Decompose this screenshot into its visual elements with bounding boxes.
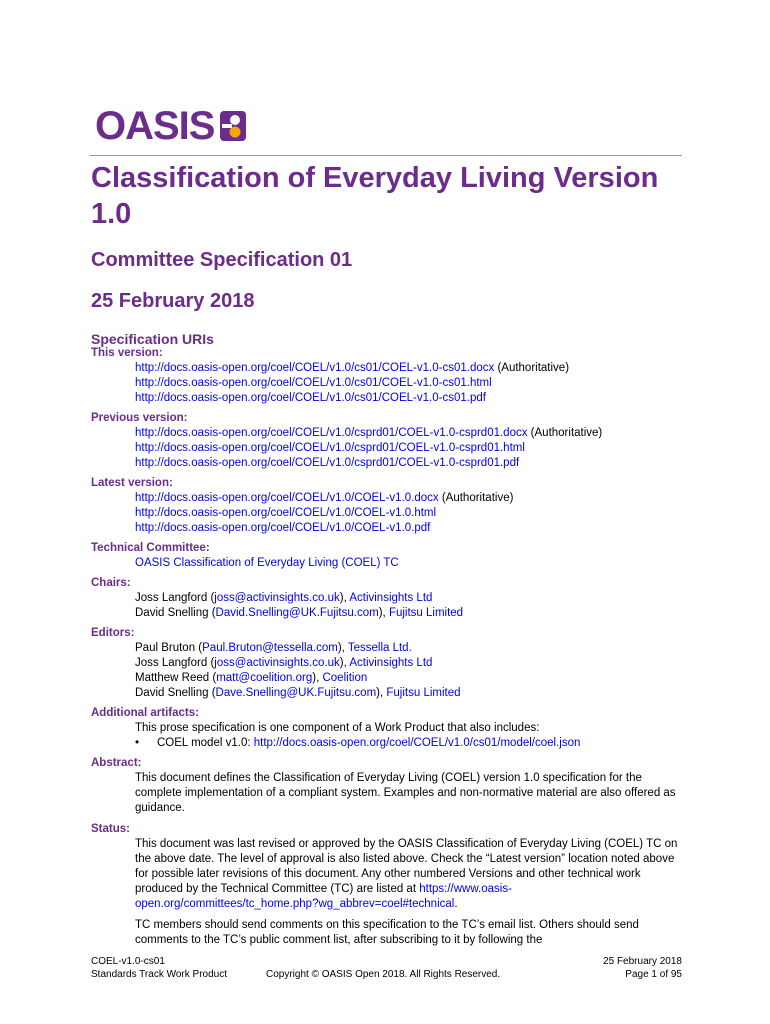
person-name: Matthew Reed — [135, 672, 210, 684]
person-line: David Snelling (David.Snelling@UK.Fujitsu.com), Fujitsu Limited — [135, 607, 464, 619]
person-line: David Snelling (Dave.Snelling@UK.Fujitsu.com), Fujitsu Limited — [135, 687, 461, 699]
previous-version-links — [91, 426, 686, 471]
spec-uris-heading: Specification URIs — [91, 331, 214, 347]
status-paragraph-1 — [91, 837, 686, 912]
uri-link[interactable]: http://docs.oasis-open.org/coel/COEL/v1.0/cs01/COEL-v1.0-cs01.html — [135, 377, 492, 389]
email-link[interactable]: joss@activinsights.co.uk — [214, 592, 340, 604]
org-link[interactable]: Activinsights Ltd — [349, 657, 433, 669]
uri-line — [135, 391, 686, 406]
org-link[interactable]: Activinsights Ltd — [349, 592, 433, 604]
title-rule — [90, 155, 682, 156]
editors-list — [91, 641, 686, 701]
previous-version-label: Previous version: — [91, 412, 188, 424]
document-date: 25 February 2018 — [91, 290, 255, 312]
person-name: Joss Langford — [135, 592, 208, 604]
email-link[interactable]: joss@activinsights.co.uk — [214, 657, 340, 669]
footer-copyright: Copyright © OASIS Open 2018. All Rights Reserved. — [266, 969, 501, 980]
chairs-list — [91, 591, 686, 621]
uri-line — [135, 506, 686, 521]
oasis-mark-icon — [220, 109, 252, 143]
uri-link[interactable]: http://docs.oasis-open.org/coel/COEL/v1.0/COEL-v1.0.docx — [135, 492, 439, 504]
status-paragraph-2: TC members should send comments on this specification to the TC’s email list. Others should send comments to the TC’s public comment list, after subscribing to it by following the — [135, 919, 639, 946]
editors-label: Editors: — [91, 627, 135, 639]
uri-line — [135, 521, 686, 536]
uri-line — [135, 456, 686, 471]
uri-note: (Authoritative) — [527, 427, 603, 439]
email-link[interactable]: Dave.Snelling@UK.Fujitsu.com — [215, 687, 377, 699]
oasis-logo — [95, 104, 252, 148]
person-name: Paul Bruton — [135, 642, 196, 654]
person-name: Joss Langford — [135, 657, 208, 669]
uri-line — [135, 491, 686, 506]
email-link[interactable]: David.Snelling@UK.Fujitsu.com — [215, 607, 379, 619]
footer-left — [91, 955, 227, 981]
artifact-prefix: COEL model v1.0: — [157, 737, 254, 749]
footer-date: 25 February 2018 — [603, 956, 682, 967]
footer-page: Page 1 of 95 — [625, 969, 682, 980]
org-link[interactable]: Fujitsu Limited — [386, 687, 461, 699]
uri-note: (Authoritative) — [438, 492, 514, 504]
uri-link[interactable]: http://docs.oasis-open.org/coel/COEL/v1.0/COEL-v1.0.pdf — [135, 522, 431, 534]
abstract-label: Abstract: — [91, 757, 142, 769]
uri-link[interactable]: http://docs.oasis-open.org/coel/COEL/v1.0/cs01/COEL-v1.0-cs01.pdf — [135, 392, 486, 404]
bullet-icon: • — [135, 737, 140, 749]
person-line: Paul Bruton (Paul.Bruton@tessella.com), Tessella Ltd. — [135, 642, 412, 654]
technical-committee-label: Technical Committee: — [91, 542, 210, 554]
uri-line — [135, 441, 686, 456]
additional-artifacts-label: Additional artifacts: — [91, 707, 199, 719]
uri-line — [135, 376, 686, 391]
person-name: David Snelling — [135, 607, 209, 619]
person-line: Joss Langford (joss@activinsights.co.uk), Activinsights Ltd — [135, 592, 433, 604]
logo-text: OASIS — [95, 104, 215, 148]
org-link[interactable]: Coelition — [322, 672, 368, 684]
status-text-end: . — [454, 898, 458, 910]
document-body — [91, 346, 686, 954]
document-stage: Committee Specification 01 — [91, 249, 353, 271]
uri-link[interactable]: http://docs.oasis-open.org/coel/COEL/v1.0/csprd01/COEL-v1.0-csprd01.pdf — [135, 457, 520, 469]
this-version-label: This version: — [91, 347, 163, 359]
latest-version-label: Latest version: — [91, 477, 173, 489]
chairs-label: Chairs: — [91, 577, 131, 589]
footer-right — [603, 955, 682, 981]
uri-link[interactable]: http://docs.oasis-open.org/coel/COEL/v1.0/csprd01/COEL-v1.0-csprd01.html — [135, 442, 525, 454]
abstract-text: This document defines the Classification of Everyday Living (COEL) version 1.0 specification for the complete implementation of a compliant system. Examples and non-normative material are also offered as guidance. — [135, 772, 676, 814]
person-name: David Snelling — [135, 687, 209, 699]
technical-committee-value — [91, 556, 686, 571]
uri-note: (Authoritative) — [494, 362, 570, 374]
uri-link[interactable]: http://docs.oasis-open.org/coel/COEL/v1.0/COEL-v1.0.html — [135, 507, 437, 519]
uri-line — [135, 426, 686, 441]
this-version-links — [91, 361, 686, 406]
footer-doc-id: COEL-v1.0-cs01 — [91, 956, 165, 967]
email-link[interactable]: matt@coelition.org — [216, 672, 313, 684]
status-text: This document was last revised or approved by the OASIS Classification of Everyday Living (COEL) TC on the above date. The level of approval is also listed above. Check the “Latest version” location noted above for possible later revisions of this document. Any other numbered Versions and other technical work produced by the Technical Committee (TC) are listed at — [135, 838, 678, 895]
org-link[interactable]: Tessella Ltd. — [347, 642, 412, 654]
email-link[interactable]: Paul.Bruton@tessella.com — [202, 642, 338, 654]
document-title: Classification of Everyday Living Version 1.0 — [91, 162, 659, 230]
artifact-link[interactable]: http://docs.oasis-open.org/coel/COEL/v1.0/cs01/model/coel.json — [253, 737, 581, 749]
footer-track: Standards Track Work Product — [91, 969, 227, 980]
status-label: Status: — [91, 823, 130, 835]
uri-link[interactable]: http://docs.oasis-open.org/coel/COEL/v1.0/csprd01/COEL-v1.0-csprd01.docx — [135, 427, 528, 439]
uri-line — [135, 361, 686, 376]
uri-link[interactable]: http://docs.oasis-open.org/coel/COEL/v1.0/cs01/COEL-v1.0-cs01.docx — [135, 362, 495, 374]
tc-technical-link[interactable]: https://www.oasis-open.org/committees/tc_home.php?wg_abbrev=coel#technical — [135, 883, 512, 910]
artifact-bullet — [91, 736, 686, 751]
person-line: Joss Langford (joss@activinsights.co.uk), Activinsights Ltd — [135, 657, 433, 669]
committee-link[interactable]: OASIS Classification of Everyday Living (COEL) TC — [135, 557, 399, 569]
person-line: Matthew Reed (matt@coelition.org), Coelition — [135, 672, 368, 684]
artifacts-intro: This prose specification is one component of a Work Product that also includes: — [135, 722, 540, 734]
org-link[interactable]: Fujitsu Limited — [388, 607, 464, 619]
latest-version-links — [91, 491, 686, 536]
